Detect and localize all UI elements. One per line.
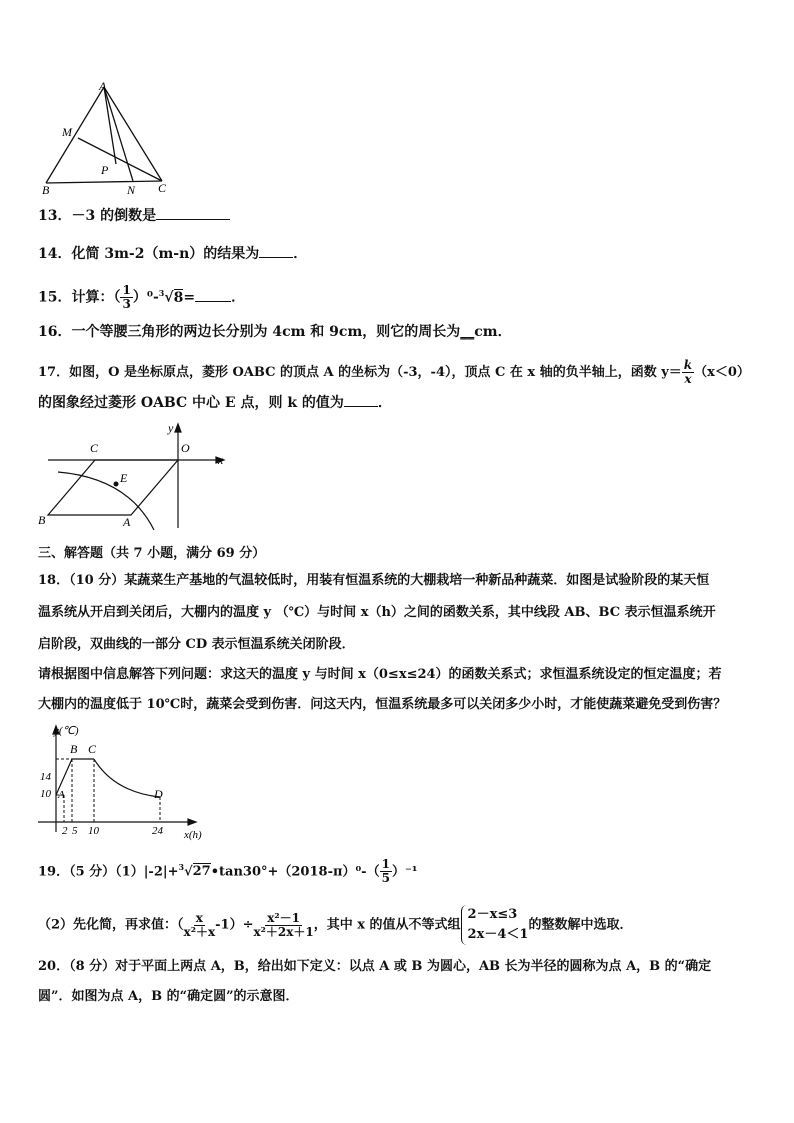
q17-end: ． [377, 395, 392, 411]
q19-fraction [380, 858, 392, 885]
q14-end: ． [293, 246, 308, 262]
q13-blank [156, 207, 230, 220]
q19-part2-d: 的整数解中选取． [528, 917, 633, 933]
q19-part1-b: •tan30°+（2018-π）⁰-（ [210, 864, 380, 880]
q16-text: 16．一个等腰三角形的两边长分别为 4cm 和 9cm，则它的周长为 [38, 324, 461, 340]
label-C: C [158, 181, 167, 195]
label-x: x [218, 453, 224, 467]
q19-inequality-system [461, 905, 529, 945]
q14-text: 14．化简 3m-2（m-n）的结果为 [38, 246, 260, 262]
q16-end: cm． [474, 324, 512, 340]
temperature-graph [34, 722, 214, 844]
label-B: B [38, 513, 46, 527]
q18-line2: 温系统从开启到关闭后，大棚内的温度 y （℃）与时间 x（h）之间的函数关系，其中线段 AB、BC 表示恒温系统开 [38, 605, 716, 620]
q19-ineq2: 2x－4＜1 [467, 927, 529, 942]
question-17-line1 [38, 359, 750, 386]
q18-line5: 大棚内的温度低于 10℃时，蔬菜会受到伤害．问这天内，恒温系统最多可以关闭多少小时，才能使蔬菜避免受到伤害？ [38, 697, 727, 712]
label-O: O [181, 441, 190, 455]
graph-x5: 5 [72, 825, 78, 837]
graph-x24: 24 [152, 825, 163, 837]
q19-ineq1: 2－x≤3 [467, 907, 518, 922]
section-3-title: 三、解答题（共 7 小题，满分 69 分） [38, 546, 266, 561]
graph-ylabel: y(℃) [54, 725, 79, 737]
q19-f1-num: x [195, 910, 203, 925]
q17-fraction [682, 359, 694, 386]
q15-fraction [120, 284, 132, 311]
q20-line1: 20．（8 分）对于平面上两点 A，B，给出如下定义：以点 A 或 B 为圆心，AB 长为半径的圆称为点 A，B 的“确定 [38, 959, 712, 974]
question-15 [38, 284, 245, 311]
label-A: A [123, 515, 131, 529]
label-C: C [90, 441, 99, 455]
label-P: P [101, 163, 109, 177]
question-14 [38, 245, 307, 263]
q19-frac2 [253, 912, 313, 939]
graph-C: C [88, 742, 97, 756]
label-B: B [42, 183, 50, 197]
q15-eq: = [183, 289, 196, 306]
label-M: M [62, 125, 72, 139]
graph-xlabel: x(h) [184, 829, 202, 841]
question-19-part2 [38, 905, 632, 945]
graph-x2: 2 [62, 825, 68, 837]
q15-blank [195, 289, 231, 302]
q17-frac-num: k [683, 358, 693, 372]
label-y: y [168, 421, 174, 435]
graph-A: A [58, 789, 65, 801]
q18-line4: 请根据图中信息解答下列问题：求这天的温度 y 与时间 x（0≤x≤24）的函数关系式；求恒温系统设定的恒定温度；若 [38, 667, 722, 682]
q15-mid: ）⁰- [132, 289, 159, 306]
q19-radicand: 27 [192, 864, 211, 880]
q15-radicand: 8 [173, 289, 184, 306]
q18-line3: 启阶段，双曲线的一部分 CD 表示恒温系统关闭阶段． [38, 637, 355, 652]
q17-blank [344, 394, 378, 407]
rhombus-figure [38, 420, 238, 532]
question-16 [38, 323, 512, 341]
q19-f2-den: x²＋2x＋1 [253, 924, 314, 939]
triangle-figure [38, 78, 178, 198]
graph-y10: 10 [40, 788, 51, 800]
q19-part2-b: -1）÷ [215, 917, 254, 933]
q15-frac-num: 1 [122, 283, 131, 298]
q15-radical-sign: √ [164, 289, 174, 306]
q19-frac-num: 1 [381, 857, 390, 872]
q19-f1-den: x²＋x [183, 924, 216, 939]
question-17-line2 [38, 394, 392, 412]
label-E: E [120, 471, 128, 485]
q17-line1: 17．如图，O 是坐标原点，菱形 OABC 的顶点 A 的坐标为（-3，-4），顶点 C 在 x 轴的负半轴上，函数 y＝ [38, 365, 682, 380]
q19-frac-den: 5 [381, 871, 390, 886]
q19-part1-c: ）⁻¹ [391, 864, 418, 880]
q19-part2-c: ，其中 x 的值从不等式组 [313, 917, 461, 933]
q19-f2-num: x²－1 [267, 910, 300, 925]
q17-line2: 的图象经过菱形 OABC 中心 E 点，则 k 的值为 [38, 395, 344, 411]
question-13 [38, 207, 230, 225]
graph-B: B [70, 742, 78, 756]
q15-frac-den: 3 [122, 297, 131, 312]
graph-y14: 14 [40, 771, 51, 783]
question-19-part1 [38, 858, 418, 885]
q14-blank [259, 245, 293, 258]
q16-blank: __ [460, 324, 475, 340]
q15-end: ． [231, 289, 246, 306]
label-A: A [99, 79, 107, 93]
q19-root-index: 3 [178, 862, 185, 872]
graph-D: D [154, 787, 163, 801]
q17-cond: （x＜0） [694, 365, 750, 380]
q13-text: 13．－3 的倒数是 [38, 208, 157, 224]
q18-line1: 18．（10 分）某蔬菜生产基地的气温较低时，用装有恒温系统的大棚栽培一种新品种蔬菜．如图是试验阶段的某天恒 [38, 573, 710, 588]
graph-x10: 10 [88, 825, 99, 837]
q19-frac1 [184, 912, 216, 939]
q19-part1-a: 19．（5 分）（1）|-2|+ [38, 864, 179, 880]
q19-radical-sign: √ [184, 864, 193, 880]
q17-frac-den: x [684, 372, 692, 386]
q19-part2-a: （2）先化简，再求值：（ [38, 917, 184, 933]
q20-line2: 圆”．如图为点 A，B 的“确定圆”的示意图． [38, 989, 299, 1004]
q15-prefix: 15．计算：（ [38, 289, 121, 306]
q15-root-index: 3 [158, 288, 165, 298]
label-N: N [127, 183, 136, 197]
